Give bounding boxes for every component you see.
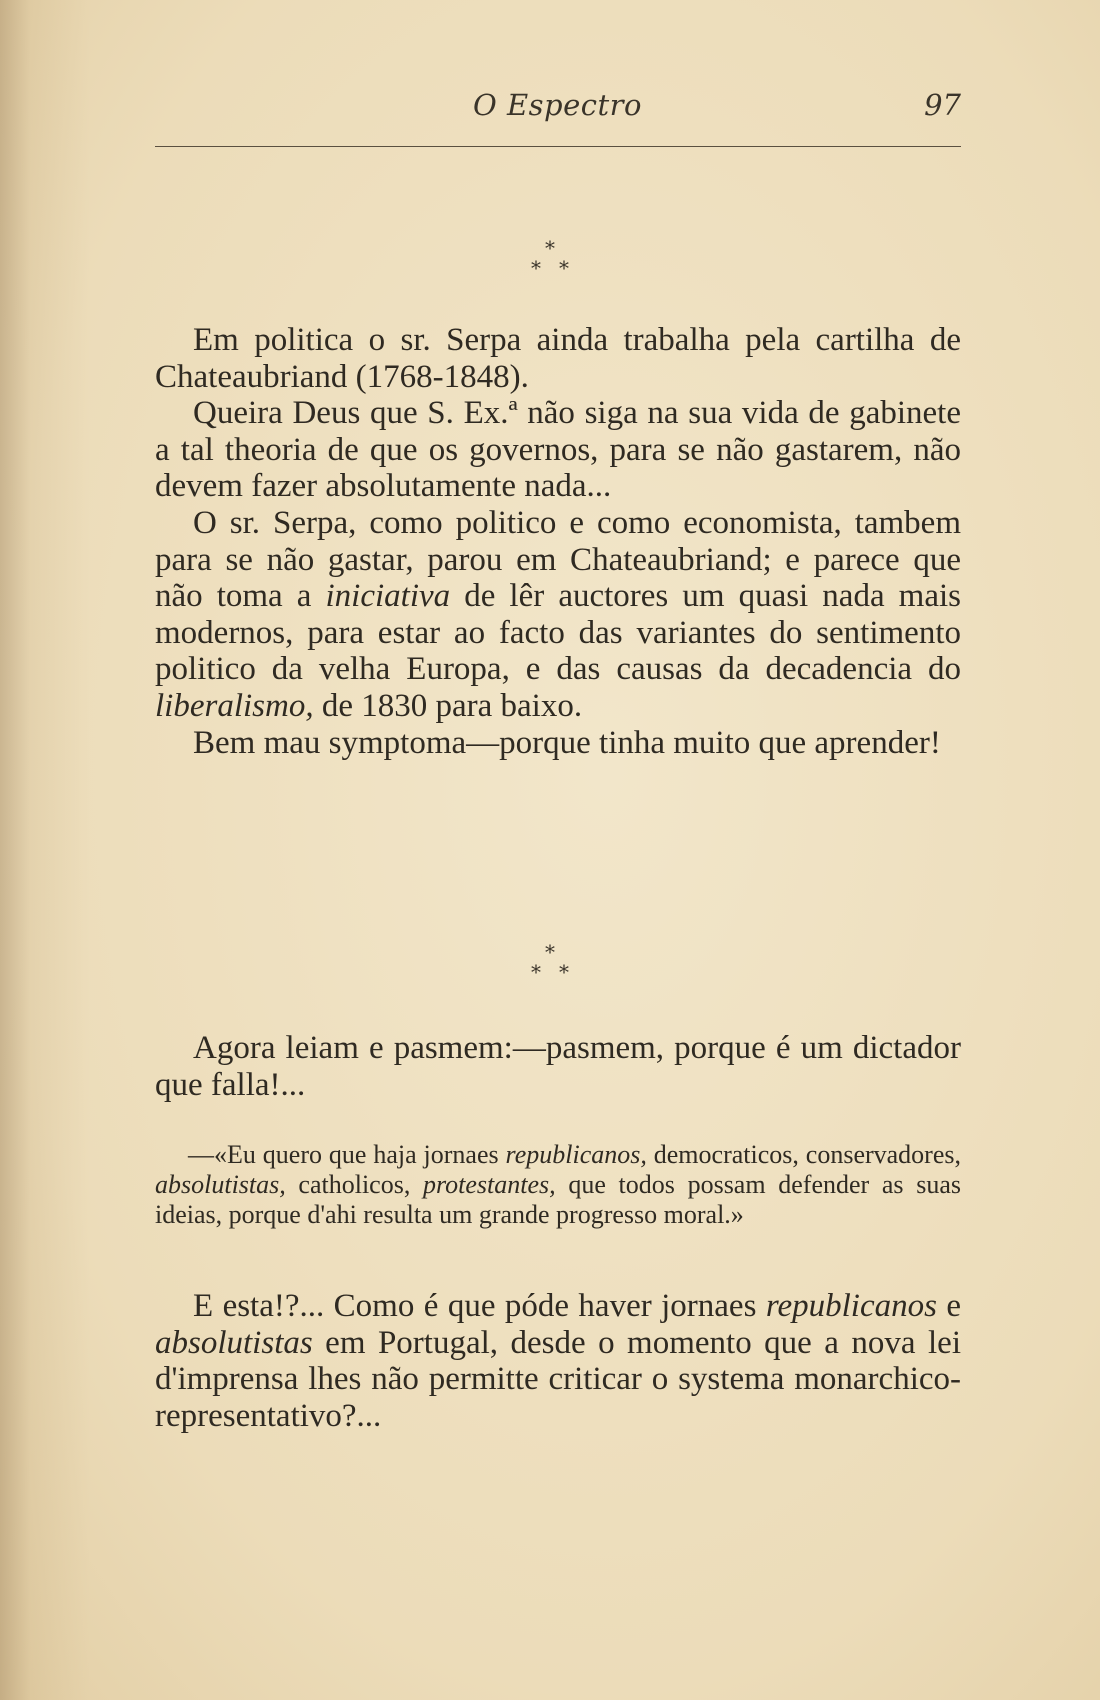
section-two-conclusion (155, 1288, 961, 1434)
paragraph: O sr. Serpa, como politico e como economista, tambem para se não gastar, parou em Chateaubriand; e parece que não toma a iniciativa de lêr auctores um quasi nada mais modernos, para estar ao facto das variantes do sentimento politico da velha Europa, e das causas da decadencia do liberalismo, de 1830 para baixo. (155, 504, 961, 724)
italic-term: protestantes, (423, 1170, 556, 1199)
asterism-bottom: ** (531, 256, 587, 280)
page-number: 97 (924, 88, 961, 122)
dictator-quote (155, 1140, 961, 1230)
paragraph: Em politica o sr. Serpa ainda trabalha pela cartilha de Chateaubriand (1768-1848). (155, 322, 961, 395)
paragraph: E esta!?... Como é que póde haver jornaes republicanos e absolutistas em Portugal, desde o momento que a nova lei d'imprensa lhes não permitte criticar o systema monarchico-representativo?... (155, 1288, 961, 1434)
asterism-bottom: ** (531, 960, 587, 984)
asterism-top: * (545, 236, 555, 260)
asterism-divider (500, 238, 600, 278)
italic-term: iniciativa (325, 578, 451, 615)
italic-term: liberalismo, (155, 687, 314, 724)
page-header (155, 88, 961, 128)
italic-term: absolutistas (155, 1324, 313, 1361)
asterism-top: * (545, 940, 555, 964)
italic-term: republicanos (765, 1288, 937, 1324)
paragraph: Queira Deus que S. Ex.ª não siga na sua vida de gabinete a tal theoria de que os governos, para se não gastarem, não devem fazer absolutamente nada... (155, 395, 961, 505)
header-rule (155, 146, 961, 147)
italic-term: republicanos, (505, 1140, 647, 1169)
paragraph: Bem mau symptoma—porque tinha muito que aprender! (193, 724, 941, 761)
paragraph: Agora leiam e pasmem:—pasmem, porque é um dictador que falla!... (155, 1030, 961, 1103)
quote-paragraph: —«Eu quero que haja jornaes republicanos, democraticos, conservadores, absolutistas, catholicos, protestantes, que todos possam defender as suas ideias, porque d'ahi resulta um grande progresso moral.» (155, 1140, 961, 1229)
asterism-divider (500, 942, 600, 982)
section-two-intro (155, 1030, 961, 1103)
running-title: O Espectro (473, 88, 642, 122)
section-one-text (155, 322, 961, 761)
italic-term: absolutistas, (155, 1170, 286, 1199)
